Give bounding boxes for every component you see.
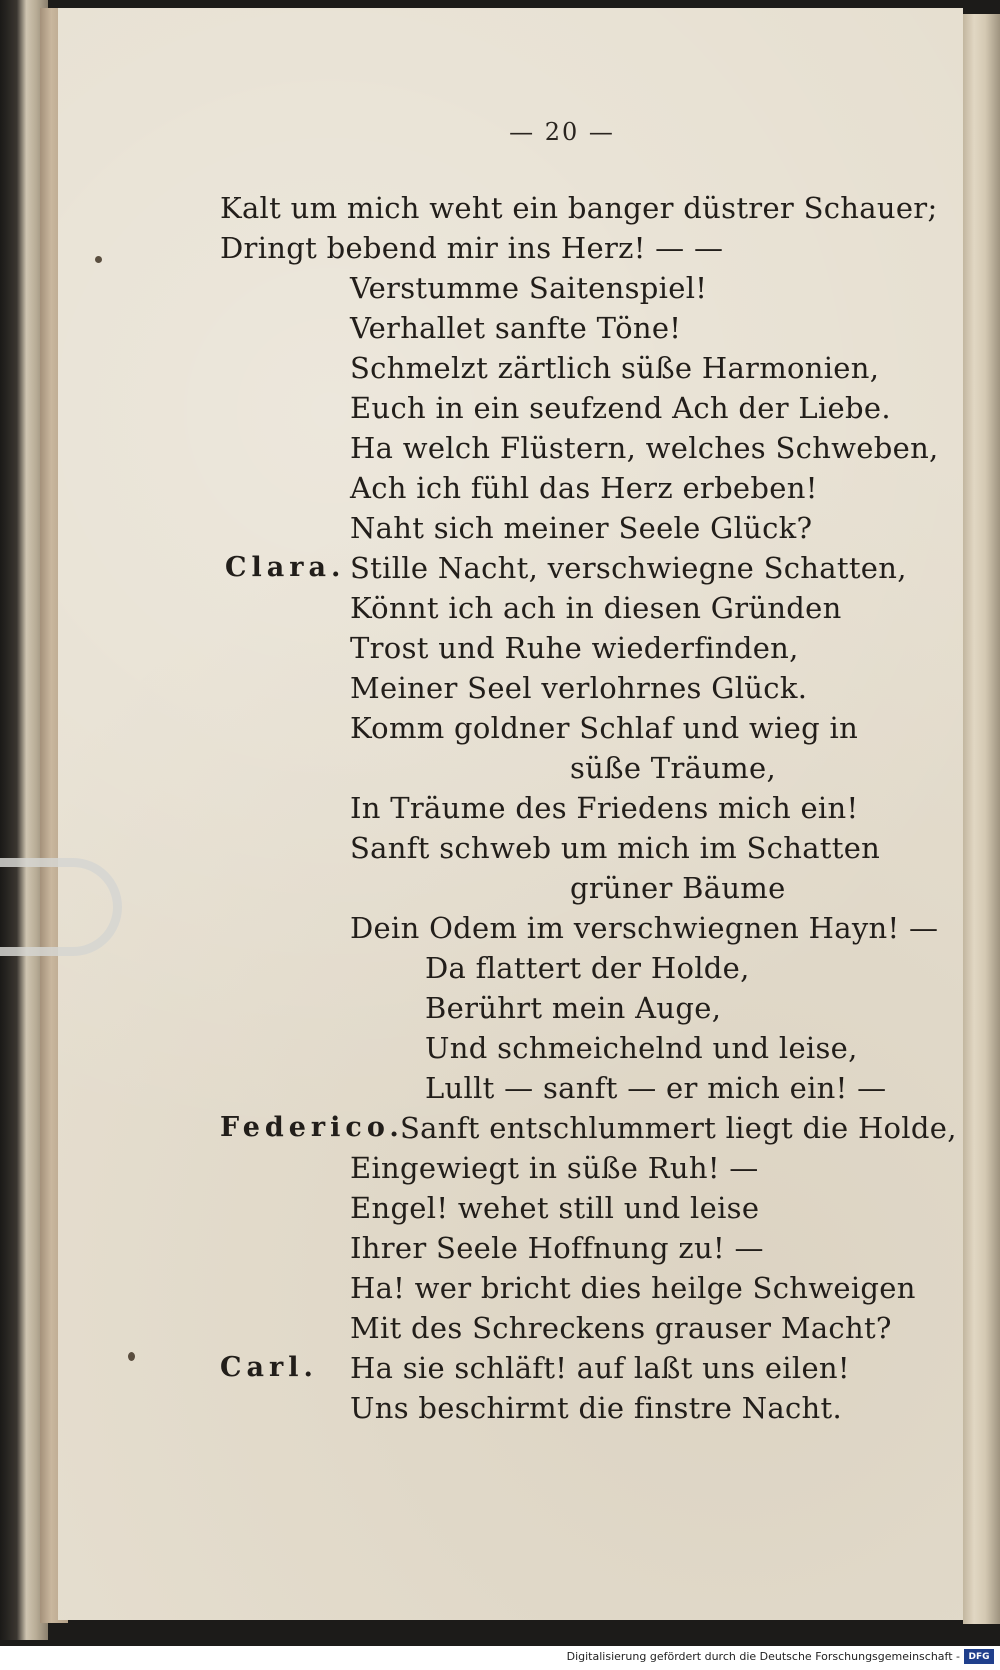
verse-line: Stille Nacht, verschwiegne Schatten, bbox=[350, 551, 907, 585]
verse-line: Lullt — sanft — er mich ein! — bbox=[425, 1071, 887, 1105]
verse-line: Verstumme Saitenspiel! bbox=[350, 271, 708, 305]
verse-line: süße Träume, bbox=[570, 751, 776, 785]
verse-line: Ihrer Seele Hoffnung zu! — bbox=[350, 1231, 764, 1265]
verse-line: Dein Odem im verschwiegnen Hayn! — bbox=[350, 911, 939, 945]
verse-line: Sanft schweb um mich im Schatten bbox=[350, 831, 881, 865]
verse-line: Verhallet sanfte Töne! bbox=[350, 311, 682, 345]
footer-credit: Digitalisierung gefördert durch die Deutsche Forschungsgemeinschaft - bbox=[566, 1650, 960, 1663]
verse-line: Könnt ich ach in diesen Gründen bbox=[350, 591, 842, 625]
verse-line: Ha sie schläft! auf laßt uns eilen! bbox=[350, 1351, 850, 1385]
paper-clip bbox=[0, 858, 122, 956]
verse-line: Meiner Seel verlohrnes Glück. bbox=[350, 671, 808, 705]
verse-line: Mit des Schreckens grauser Macht? bbox=[350, 1311, 892, 1345]
verse-line: Ha! wer bricht dies heilge Schweigen bbox=[350, 1271, 916, 1305]
verse-line: Schmelzt zärtlich süße Harmonien, bbox=[350, 351, 880, 385]
verse-line: Euch in ein seufzend Ach der Liebe. bbox=[350, 391, 891, 425]
verse-line: Sanft entschlummert liegt die Holde, bbox=[400, 1111, 957, 1145]
book-edge-right bbox=[963, 14, 1000, 1624]
verse-line: Ach ich fühl das Herz erbeben! bbox=[350, 471, 818, 505]
verse-line: Und schmeichelnd und leise, bbox=[425, 1031, 858, 1065]
verse-line: In Träume des Friedens mich ein! bbox=[350, 791, 859, 825]
verse-line: Naht sich meiner Seele Glück? bbox=[350, 511, 813, 545]
speaker-name: Clara. bbox=[225, 552, 346, 583]
verse-line: Komm goldner Schlaf und wieg in bbox=[350, 711, 859, 745]
verse-line: Ha welch Flüstern, welches Schweben, bbox=[350, 431, 939, 465]
verse-line: Dringt bebend mir ins Herz! — — bbox=[220, 231, 724, 265]
verse-line: Engel! wehet still und leise bbox=[350, 1191, 760, 1225]
verse-line: grüner Bäume bbox=[570, 871, 786, 905]
dfg-logo: DFG bbox=[964, 1649, 994, 1664]
page-number: — 20 — bbox=[509, 118, 615, 146]
speaker-name: Federico. bbox=[220, 1112, 404, 1143]
ink-spot bbox=[128, 1352, 135, 1361]
verse-line: Kalt um mich weht ein banger düstrer Schauer; bbox=[220, 191, 938, 225]
verse-line: Da flattert der Holde, bbox=[425, 951, 750, 985]
verse-line: Berührt mein Auge, bbox=[425, 991, 722, 1025]
verse-line: Trost und Ruhe wiederfinden, bbox=[350, 631, 799, 665]
verse-line: Eingewiegt in süße Ruh! — bbox=[350, 1151, 759, 1185]
ink-spot bbox=[95, 256, 102, 263]
verse-line: Uns beschirmt die finstre Nacht. bbox=[350, 1391, 842, 1425]
speaker-name: Carl. bbox=[220, 1352, 318, 1383]
